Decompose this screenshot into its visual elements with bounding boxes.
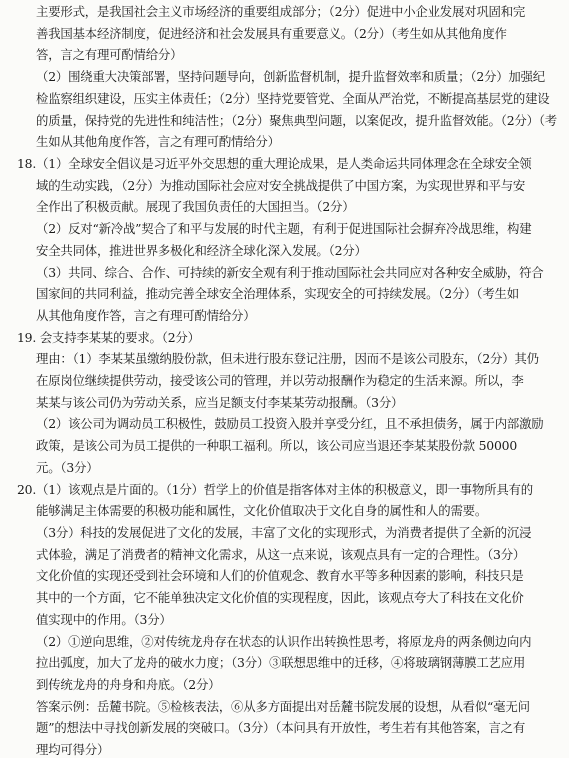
text-line: 文化价值的实现还受到社会环境和人们的价值观念、教育水平等多种因素的影响，科技只是 xyxy=(36,568,524,584)
text-line: 答，言之有理可酌情给分） xyxy=(36,47,183,63)
question-18-line: 18.（1）全球安全倡议是习近平外交思想的重大理论成果，是人类命运共同体理念在全球安全领 xyxy=(17,155,532,171)
text-line: 值实现中的作用。（3分） xyxy=(36,611,172,627)
text-line: （2）①逆向思维，②对传统龙舟存在状态的认识作出转换性思考，将原龙舟的两条侧边向内 xyxy=(36,633,532,649)
text-line: 全作出了积极贡献。展现了我国负责任的大国担当。（2分） xyxy=(36,199,355,215)
text-line: （3分）科技的发展促进了文化的发展，丰富了文化的实现形式，为消费者提供了全新的沉浸 xyxy=(36,524,532,540)
text-line: 政策，是该公司为员工提供的一种职工福利。所以，该公司应当退还李某某股份款 50000 xyxy=(36,438,518,454)
text-line: 从其他角度作答，言之有理可酌情给分） xyxy=(36,307,256,323)
text-line: 在原岗位继续提供劳动，接受该公司的管理，并以劳动报酬作为稳定的生活来源。所以，李 xyxy=(36,373,524,388)
text-line: （2）围绕重大决策部署，坚持问题导向，创新监督机制，提升监督效率和质量；（2分）加强纪 xyxy=(36,69,545,85)
text-line: 安全共同体，推进世界多极化和经济全球化深入发展。（2分） xyxy=(36,242,367,258)
text-line: 某某与该公司仍为劳动关系，应当足额支付李某某劳动报酬。（3分） xyxy=(36,394,404,410)
text-line: 能够满足主体需要的积极功能和属性，文化价值取决于文化自身的属性和人的需要。 xyxy=(36,503,488,519)
text-line: （3）共同、综合、合作、可持续的新安全观有利于推动国际社会共同应对各种安全威胁，符合 xyxy=(36,264,544,280)
question-19-line: 19. 会支持李某某的要求。（2分） xyxy=(17,329,200,345)
text-line: （2）该公司为调动员工积极性，鼓励员工投资入股并享受分红，且不承担债务，属于内部激励 xyxy=(36,416,544,432)
text-line: 理均可得分） xyxy=(36,742,110,757)
text-line: 的质量，保持党的先进性和纯洁性；（2分）聚焦典型问题，以案促改，提升监督效能。（2分）（考 xyxy=(36,112,557,128)
text-line: 题”的想法中寻找创新发展的突破口。（3分）（本问具有开放性，考生若有其他答案，言之有 xyxy=(36,720,526,736)
text-line: 国家间的共同利益，推动完善全球安全治理体系，实现安全的可持续发展。（2分）（考生如 xyxy=(36,286,519,302)
text-line: 生如从其他角度作答，言之有理可酌情给分） xyxy=(36,134,280,150)
text-line: 拉出弧度，加大了龙舟的破水力度；（3分）③联想思维中的迁移，④将玻璃钢薄膜工艺应用 xyxy=(36,655,526,671)
text-line: 式体验，满足了消费者的精神文化需求，从这一点来说，该观点具有一定的合理性。（3分） xyxy=(36,546,526,562)
text-line: 其中的一个方面，它不能单独决定文化价值的实现程度，因此，该观点夸大了科技在文化价 xyxy=(36,590,524,606)
text-line: 答案示例：岳麓书院。⑤检核表法，⑥从多方面提出对岳麓书院发展的设想，从看似“毫无问 xyxy=(36,698,530,714)
text-line: （2）反对“新冷战”契合了和平与发展的时代主题，有利于促进国际社会摒弃冷战思维，构建 xyxy=(36,221,532,237)
text-line: 域的生动实践，（2分）为推动国际社会应对安全挑战提供了中国方案，为实现世界和平与安 xyxy=(36,177,526,193)
text-line: 善我国基本经济制度，促进经济和社会发展具有重要意义。（2分）（考生如从其他角度作 xyxy=(36,25,507,41)
text-line: 检监察组织建设，压实主体责任；（2分）坚持党要管党、全面从严治党，不断提高基层党的建设 xyxy=(36,90,550,106)
text-line: 到传统龙舟的舟身和舟底。（2分） xyxy=(36,676,221,692)
text-line: 理由：（1）李某某虽缴纳股份款，但未进行股东登记注册，因而不是该公司股东，（2分）其仍 xyxy=(36,351,539,367)
text-line: 元。（3分） xyxy=(36,459,99,475)
text-line: 主要形式，是我国社会主义市场经济的重要组成部分；（2分）促进中小企业发展对巩固和完 xyxy=(36,4,526,19)
question-20-line: 20.（1）该观点是片面的。（1分）哲学上的价值是指客体对主体的积极意义，即一事物所具有的 xyxy=(17,481,533,497)
